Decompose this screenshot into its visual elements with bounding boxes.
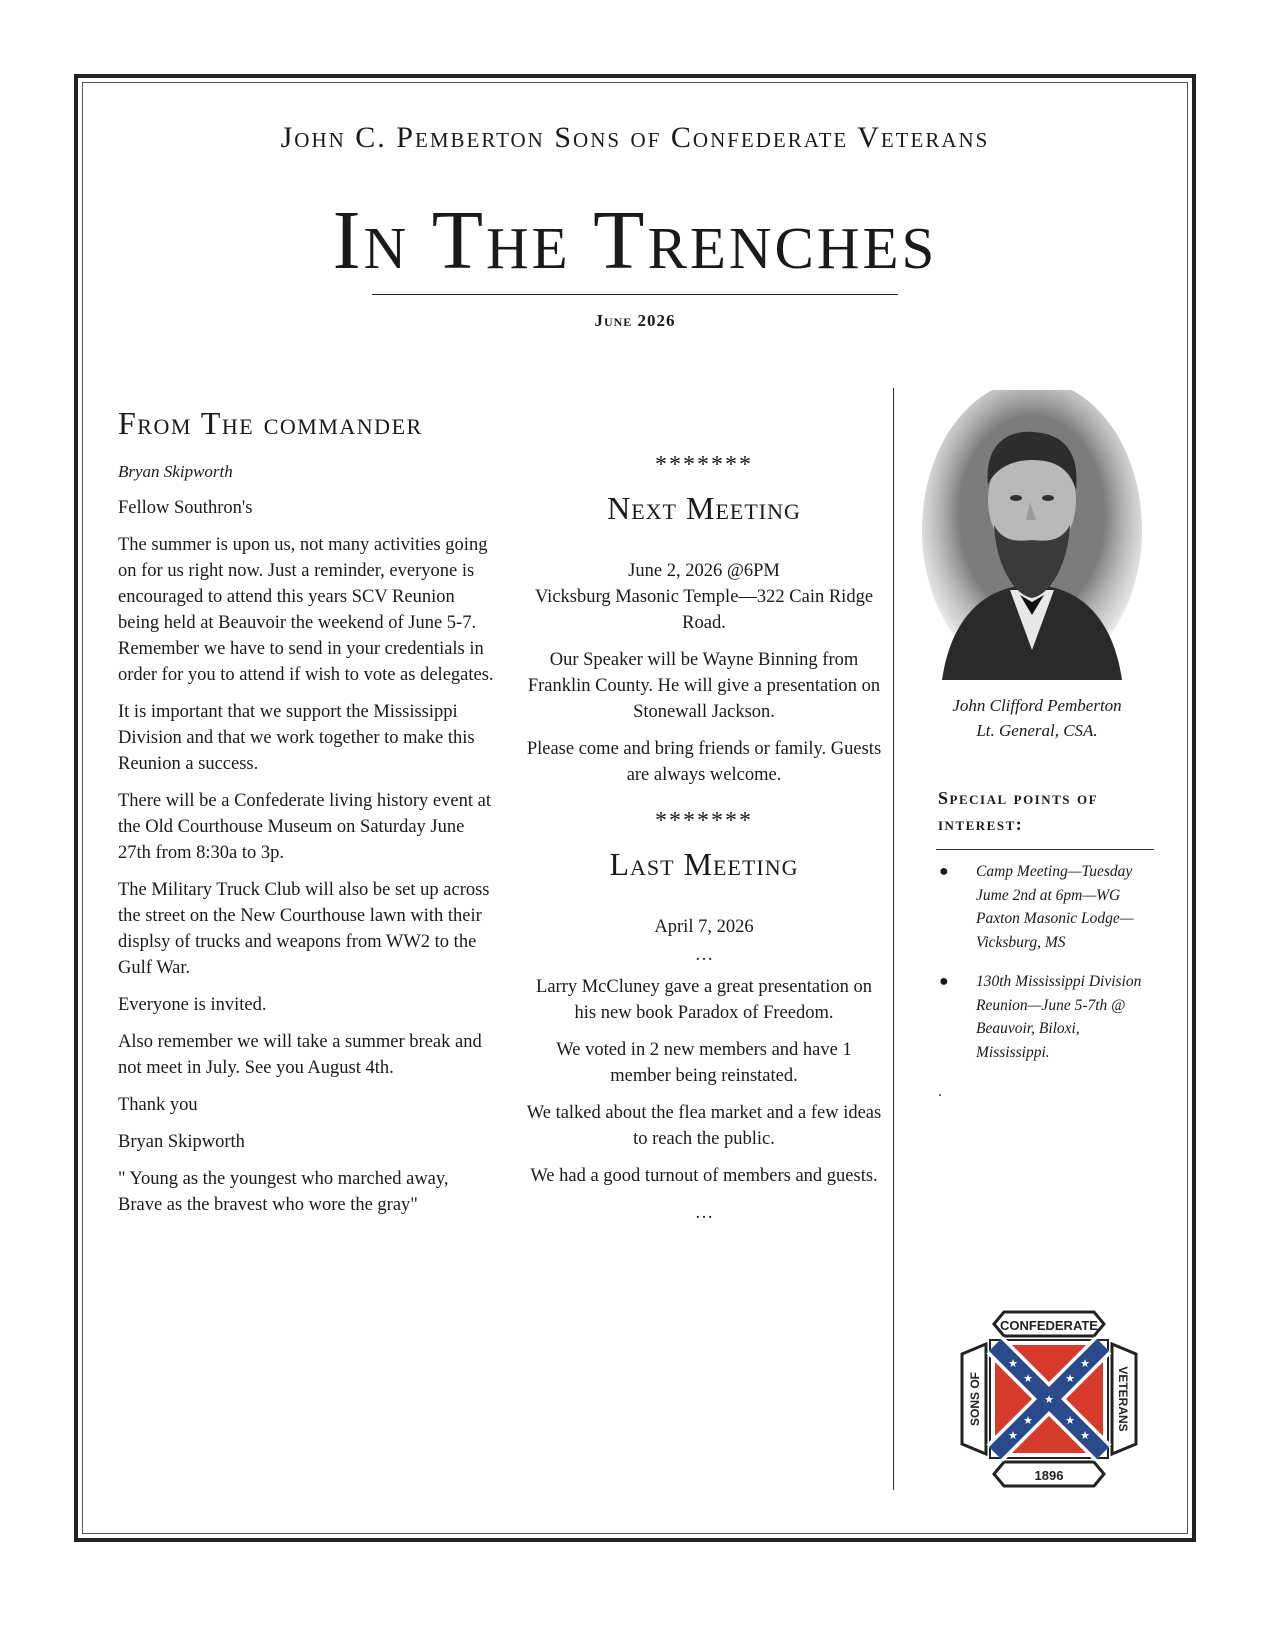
caption-rank: Lt. General, CSA. [976, 721, 1098, 740]
section-stars: ******* [655, 808, 753, 834]
meetings-column [524, 450, 884, 1237]
newsletter-title: In The Trenches [332, 194, 938, 287]
special-points-rule [936, 849, 1154, 850]
bullet-icon: ● [939, 973, 949, 990]
last-meeting-paragraph: Larry McCluney gave a great presentation on his new book Paradox of Freedom. [536, 977, 872, 1023]
list-item [936, 860, 1156, 954]
next-meeting-location: Vicksburg Masonic Temple—322 Cain Ridge Road. [534, 587, 874, 633]
commander-paragraph: The summer is upon us, not many activities going on for us right now. Just a reminder, everyone is encouraged to attend this years SCV Reunion being held at Beauvoir the weekend of June 5-7. Remember we have to send in your credentials in order for you to attend if wish to vote as delegates. [118, 535, 494, 685]
commander-paragraph: There will be a Confederate living history event at the Old Courthouse Museum on Saturday June 27th from 8:30a to 3p. [118, 791, 491, 863]
pemberton-portrait [922, 390, 1142, 680]
last-meeting-heading: Last Meeting [609, 846, 799, 882]
last-meeting-paragraph: We had a good turnout of members and guests. [530, 1166, 878, 1186]
ellipsis: … [694, 945, 714, 965]
caption-name: John Clifford Pemberton [952, 696, 1122, 715]
commander-byline: Bryan Skipworth [118, 462, 233, 481]
emblem-left-text: SONS OF [968, 1371, 982, 1427]
next-meeting-invite: Please come and bring friends or family. Guests are always welcome. [526, 739, 882, 785]
commander-paragraph: Thank you [118, 1095, 198, 1115]
point-text: 130th Mississippi Division Reunion—June 5-7th @ Beauvoir, Biloxi, Mississippi. [976, 973, 1142, 1061]
masthead [82, 118, 1188, 331]
svg-text:★: ★ [1065, 1414, 1075, 1427]
ellipsis: … [694, 1203, 714, 1223]
section-stars: ******* [655, 452, 753, 478]
column-divider [893, 388, 894, 1490]
next-meeting-speaker: Our Speaker will be Wayne Binning from Franklin County. He will give a presentation on Stonewall Jackson. [527, 650, 881, 722]
issue-date: June 2026 [594, 311, 676, 330]
commander-quote: " Young as the youngest who marched away, Brave as the bravest who wore the gray" [118, 1169, 449, 1215]
svg-text:★: ★ [1023, 1372, 1033, 1385]
scv-emblem-logo [958, 1308, 1140, 1490]
special-points-heading: Special points of interest: [938, 788, 1099, 834]
last-meeting-paragraph: We voted in 2 new members and have 1 member being reinstated. [556, 1040, 852, 1086]
svg-text:★: ★ [1080, 1357, 1090, 1370]
title-rule [372, 294, 898, 295]
next-meeting-date: June 2, 2026 @6PM [628, 561, 780, 581]
commander-paragraph: Also remember we will take a summer break and not meet in July. See you August 4th. [118, 1032, 482, 1078]
svg-text:★: ★ [1065, 1372, 1075, 1385]
portrait-caption [912, 693, 1162, 743]
svg-text:★: ★ [1023, 1414, 1033, 1427]
bullet-icon: ● [939, 863, 949, 880]
svg-text:★: ★ [1008, 1429, 1018, 1442]
emblem-bottom-text: 1896 [1034, 1468, 1064, 1483]
point-text: Camp Meeting—Tuesday Jume 2nd at 6pm—WG Paxton Masonic Lodge— Vicksburg, MS [976, 863, 1134, 951]
commander-paragraph: Bryan Skipworth [118, 1132, 245, 1152]
commander-paragraph: Everyone is invited. [118, 995, 267, 1015]
last-meeting-date: April 7, 2026 [654, 917, 754, 937]
trailing-dot: . [938, 1083, 942, 1100]
commander-heading: From The commander [118, 405, 423, 441]
emblem-top-text: CONFEDERATE [1000, 1318, 1098, 1333]
list-item [936, 970, 1156, 1064]
svg-text:★: ★ [1008, 1357, 1018, 1370]
next-meeting-heading: Next Meeting [607, 490, 801, 526]
commander-paragraph: It is important that we support the Mississippi Division and that we work together to make this Reunion a success. [118, 702, 475, 774]
svg-text:★: ★ [1080, 1429, 1090, 1442]
commander-column [118, 403, 494, 1229]
commander-paragraph: Fellow Southron's [118, 498, 253, 518]
emblem-right-text: VETERANS [1116, 1366, 1130, 1432]
svg-text:★: ★ [1044, 1393, 1054, 1406]
last-meeting-paragraph: We talked about the flea market and a few ideas to reach the public. [526, 1103, 882, 1149]
special-points-list [936, 860, 1156, 1080]
commander-paragraph: The Military Truck Club will also be set up across the street on the New Courthouse lawn with their displsy of trucks and weapons from WW2 to the Gulf War. [118, 880, 490, 978]
organization-name: John C. Pemberton Sons of Confederate Veterans [280, 121, 990, 154]
